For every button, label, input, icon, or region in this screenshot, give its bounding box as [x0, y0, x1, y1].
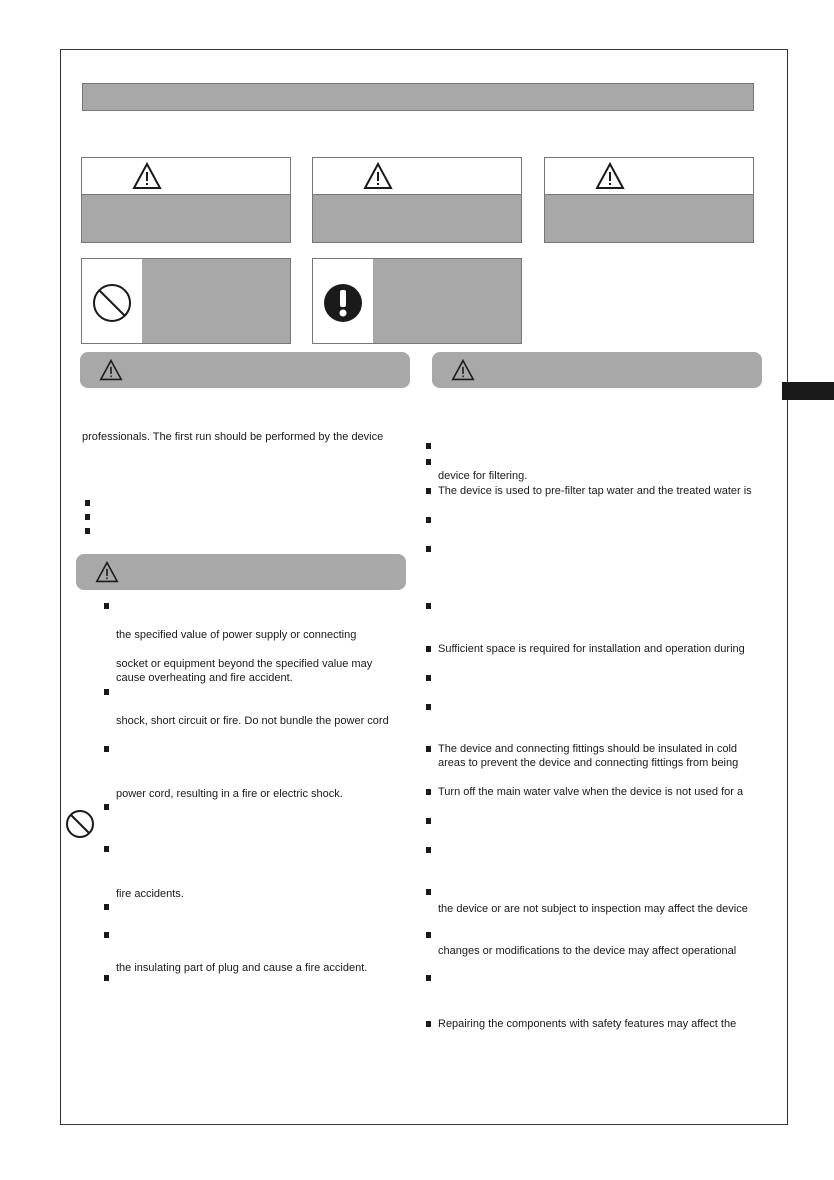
- section-title-bar: [82, 83, 754, 111]
- right-text-line: Sufficient space is required for installation and operation during: [438, 643, 745, 655]
- right-text-line: Repairing the components with safety features may affect the: [438, 1018, 737, 1030]
- warning-triangle-icon: [94, 561, 120, 583]
- electric-text-line: power cord, resulting in a fire or electric shock.: [116, 788, 343, 800]
- left-text-line: professionals. The first run should be performed by the device: [82, 431, 384, 443]
- right-text-line: device for filtering.: [438, 470, 528, 482]
- bullet: [426, 1021, 431, 1027]
- section-header-pill-1: [80, 352, 410, 388]
- bullet: [426, 488, 431, 494]
- bullet: [85, 514, 90, 520]
- electric-text-line: shock, short circuit or fire. Do not bundle the power cord: [116, 715, 389, 727]
- right-text-line: changes or modifications to the device may affect operational: [438, 945, 737, 957]
- electric-text-line: fire accidents.: [116, 888, 184, 900]
- bullet: [426, 646, 431, 652]
- right-text-line: areas to prevent the device and connecting fittings from being: [438, 757, 739, 769]
- bullet: [104, 689, 109, 695]
- section-header-pill-3: [76, 554, 406, 590]
- bullet: [104, 804, 109, 810]
- bullet: [104, 904, 109, 910]
- bullet: [104, 846, 109, 852]
- section-header-pill-2: [432, 352, 762, 388]
- bullet: [104, 746, 109, 752]
- right-text-line: Turn off the main water valve when the device is not used for a: [438, 786, 744, 798]
- right-text-line: The device and connecting fittings should be insulated in cold: [438, 743, 738, 755]
- bullet: [426, 546, 431, 552]
- bullet: [426, 818, 431, 824]
- prohibited-symbol-box: [81, 258, 291, 344]
- warning-triangle-icon: [450, 359, 476, 381]
- warning-triangle-icon: [98, 359, 124, 381]
- bullet: [426, 443, 431, 449]
- bullet: [104, 975, 109, 981]
- prohibited-circle-icon: [90, 281, 134, 325]
- right-text-line: the device or are not subject to inspection may affect the device: [438, 903, 748, 915]
- electric-text-line: the insulating part of plug and cause a fire accident.: [116, 962, 368, 974]
- bullet: [85, 528, 90, 534]
- electric-text-line: socket or equipment beyond the specified value may: [116, 658, 373, 670]
- bullet: [426, 517, 431, 523]
- electric-text-line: cause overheating and fire accident.: [116, 672, 293, 684]
- bullet: [426, 704, 431, 710]
- warning-triangle-icon: [132, 162, 162, 190]
- mandatory-symbol-box: [312, 258, 522, 344]
- bullet: [426, 789, 431, 795]
- bullet: [104, 932, 109, 938]
- bullet: [426, 746, 431, 752]
- bullet: [426, 889, 431, 895]
- bullet: [426, 675, 431, 681]
- right-text-line: The device is used to pre-filter tap water and the treated water is: [438, 485, 752, 497]
- electric-text-line: the specified value of power supply or connecting: [116, 629, 357, 641]
- bullet: [104, 603, 109, 609]
- warning-sign-2: [312, 157, 522, 243]
- exclamation-circle-icon: [321, 281, 365, 325]
- bullet: [426, 975, 431, 981]
- prohibited-circle-icon: [64, 808, 96, 840]
- bullet: [426, 932, 431, 938]
- warning-sign-1: [81, 157, 291, 243]
- bullet: [426, 459, 431, 465]
- warning-sign-3: [544, 157, 754, 243]
- warning-triangle-icon: [363, 162, 393, 190]
- bullet: [85, 500, 90, 506]
- warning-triangle-icon: [595, 162, 625, 190]
- bullet: [426, 847, 431, 853]
- bullet: [426, 603, 431, 609]
- side-language-tab: [782, 382, 834, 400]
